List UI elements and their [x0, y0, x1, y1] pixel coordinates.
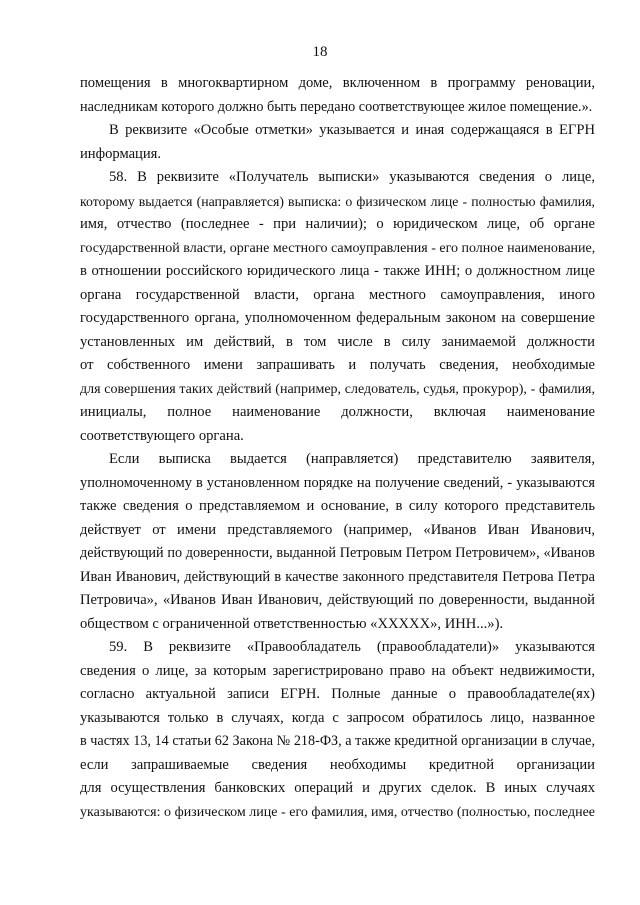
text-line: 59. В реквизите «Правообладатель (правообладатели)» указываются	[109, 639, 595, 655]
text-line: 58. В реквизите «Получатель выписки» указываются сведения о лице,	[109, 169, 595, 185]
text-line: указываются: о физическом лице - его фамилия, имя, отчество (полностью, последнее	[80, 804, 595, 820]
text-line: Иван Иванович, действующий в качестве законного представителя Петрова Петра	[80, 568, 595, 585]
text-line: также сведения о представляемом и основание, в силу которого представитель	[80, 498, 595, 514]
text-line: соответствующего органа.	[80, 427, 244, 444]
text-line: от собственного имени запрашивать и получать сведения, необходимые	[80, 357, 595, 373]
text-line: государственной власти, органе местного самоуправления - его полное наименование,	[80, 240, 595, 256]
text-line: государственного органа, уполномоченном федеральным законом на совершение	[80, 310, 595, 326]
page-number: 18	[312, 44, 328, 60]
text-line: органа государственной власти, органа местного самоуправления, иного	[80, 286, 595, 303]
text-line: в отношении российского юридического лица - также ИНН; о должностном лице	[80, 263, 595, 279]
text-line: помещения в многоквартирном доме, включенном в программу реновации,	[80, 75, 595, 91]
text-line: для совершения таких действий (например, следователь, судья, прокурор), - фамилия,	[80, 381, 595, 397]
document-body	[80, 72, 595, 824]
text-line: инициалы, полное наименование должности, включая наименование	[80, 404, 595, 420]
text-line: наследникам которого должно быть передано соответствующее жилое помещение.».	[80, 98, 593, 115]
text-line: Если выписка выдается (направляется) представителю заявителя,	[109, 451, 595, 467]
text-line: в частях 13, 14 статьи 62 Закона № 218-ФЗ, а также кредитной организации в случае,	[80, 733, 595, 749]
text-line: указываются только в случаях, когда с запросом обратилось лицо, названное	[80, 709, 595, 726]
text-line: уполномоченному в установленном порядке на получение сведений, - указываются	[80, 474, 595, 491]
text-line: которому выдается (направляется) выписка: о физическом лице - полностью фамилия,	[80, 193, 595, 209]
text-line: для осуществления банковских операций и других сделок. В иных случаях	[80, 780, 595, 796]
text-line: В реквизите «Особые отметки» указывается и иная содержащаяся в ЕГРН	[109, 122, 595, 138]
text-line: сведения о лице, за которым зарегистрировано право на объект недвижимости,	[80, 662, 595, 679]
text-line: Петровича», «Иванов Иван Иванович, действующий по доверенности, выданной	[80, 592, 595, 608]
text-line: обществом с ограниченной ответственностью «ХХХХХ», ИНН...»).	[80, 615, 504, 632]
text-line: имя, отчество (последнее - при наличии); о юридическом лице, об органе	[80, 216, 595, 232]
text-line: действует от имени представляемого (например, «Иванов Иван Иванович,	[80, 521, 595, 538]
text-line: если запрашиваемые сведения необходимы кредитной организации	[80, 756, 595, 773]
text-line: согласно актуальной записи ЕГРН. Полные данные о правообладателе(ях)	[80, 686, 595, 702]
text-line: установленных им действий, в том числе в силу занимаемой должности	[80, 333, 595, 350]
text-line: информация.	[80, 145, 162, 162]
text-line: действующий по доверенности, выданной Петровым Петром Петровичем», «Иванов	[80, 545, 595, 561]
